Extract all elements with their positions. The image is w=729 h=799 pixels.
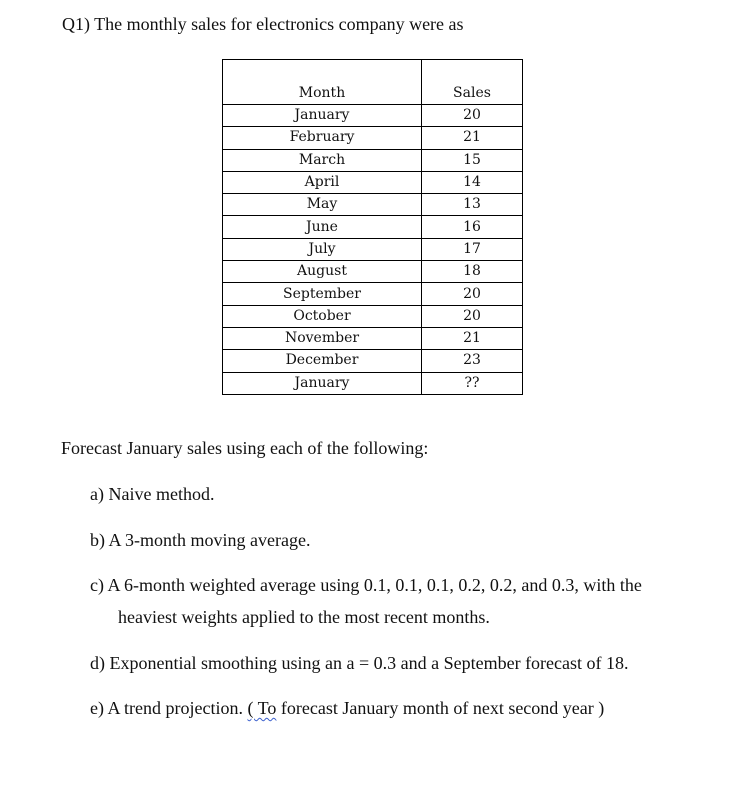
month-cell: October (223, 305, 422, 327)
table-row (223, 305, 523, 327)
table-row (223, 261, 523, 283)
sales-cell: 14 (422, 171, 523, 193)
month-cell: November (223, 327, 422, 349)
sales-cell: 20 (422, 105, 523, 127)
table-row (223, 194, 523, 216)
sales-cell: 21 (422, 327, 523, 349)
part-b: b) A 3-month moving average. (90, 530, 311, 550)
sales-cell: 17 (422, 238, 523, 260)
table-row (223, 127, 523, 149)
part-e-prefix: e) A trend projection. (90, 698, 248, 718)
instructions-intro: Forecast January sales using each of the following: (61, 438, 429, 458)
sales-cell: 20 (422, 305, 523, 327)
table-header-row (223, 60, 523, 105)
part-e-suffix: forecast January month of next second year ) (276, 698, 605, 718)
month-cell: April (223, 171, 422, 193)
table-row (223, 238, 523, 260)
table-row (223, 216, 523, 238)
header-month: Month (223, 60, 422, 105)
part-d: d) Exponential smoothing using an a = 0.3 and a September forecast of 18. (90, 653, 629, 673)
part-e (90, 698, 604, 719)
table-row (223, 105, 523, 127)
month-cell: March (223, 149, 422, 171)
month-cell: July (223, 238, 422, 260)
sales-cell: 20 (422, 283, 523, 305)
part-c-line1: c) A 6-month weighted average using 0.1, 0.1, 0.1, 0.2, 0.2, and 0.3, with the (90, 575, 642, 595)
month-cell: December (223, 350, 422, 372)
part-e-marked: ( To (247, 698, 277, 718)
table-row (223, 350, 523, 372)
sales-cell: 15 (422, 149, 523, 171)
month-cell: August (223, 261, 422, 283)
sales-cell: 23 (422, 350, 523, 372)
part-c-line2: heaviest weights applied to the most recent months. (118, 607, 490, 627)
month-cell: February (223, 127, 422, 149)
sales-table (222, 59, 523, 395)
table-row (223, 283, 523, 305)
question-title: Q1) The monthly sales for electronics company were as (62, 14, 464, 34)
table-row (223, 171, 523, 193)
sales-cell: 13 (422, 194, 523, 216)
month-cell: January (223, 105, 422, 127)
sales-cell: 21 (422, 127, 523, 149)
month-cell: September (223, 283, 422, 305)
table-row (223, 327, 523, 349)
table-row (223, 149, 523, 171)
month-cell: January (223, 372, 422, 394)
part-a: a) Naive method. (90, 484, 215, 504)
sales-cell: 16 (422, 216, 523, 238)
month-cell: May (223, 194, 422, 216)
header-sales: Sales (422, 60, 523, 105)
sales-cell: ?? (422, 372, 523, 394)
table-row (223, 372, 523, 394)
sales-cell: 18 (422, 261, 523, 283)
month-cell: June (223, 216, 422, 238)
